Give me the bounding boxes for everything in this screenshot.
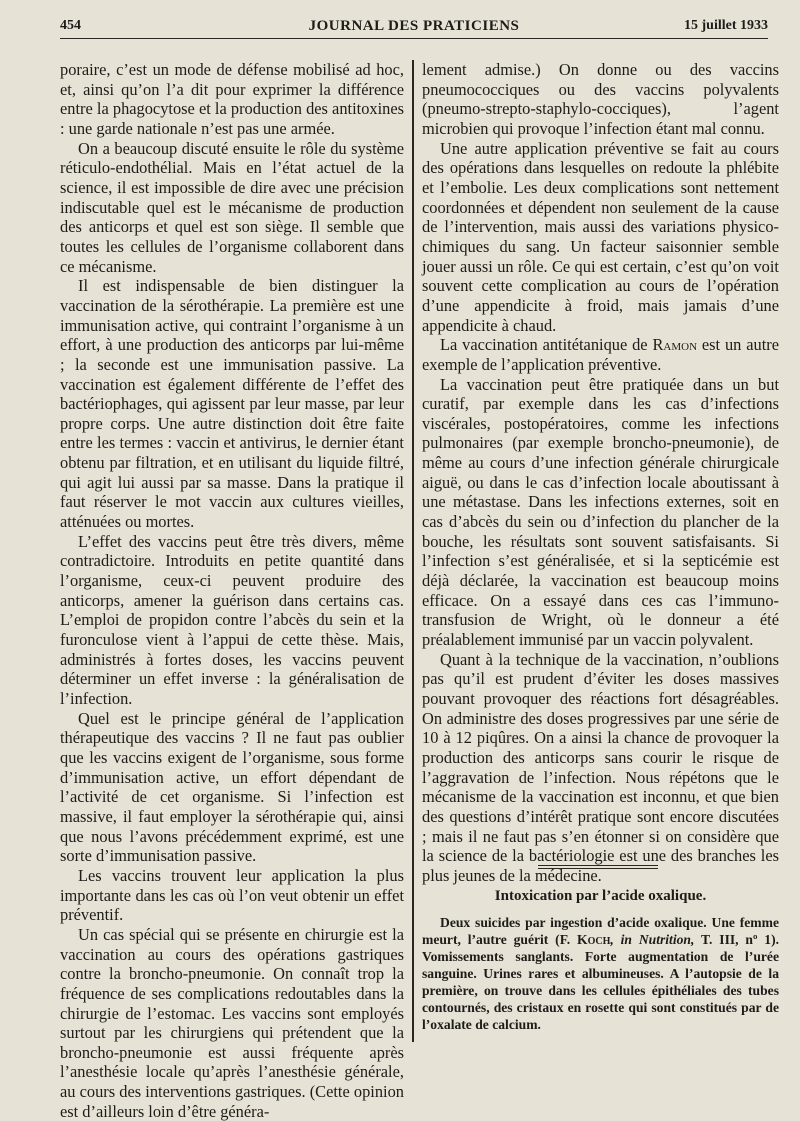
paragraph: Quel est le principe général de l’application thérapeutique des vaccins ? Il ne faut pas oublier que les vaccins exigent de l’organisme, sous forme d’immunisation active, un effort dépendant de l’activité de cet organisme. Si l’infection est massive, il faut employer la sérothérapie qui, ainsi que nous l’avons précédemment exprimé, est une sorte d’immunisation passive. [60,708,404,866]
left-column [60,60,404,1121]
issue-date: 15 juillet 1933 [684,18,768,33]
paragraph-text: est un autre exemple de l’application préventive. [422,335,780,374]
paragraph: Quant à la technique de la vaccination, n’oublions pas qu’il est prudent d’éviter les doses massives pouvant provoquer des réactions fort désagréables. On administre des doses progressives par une série de 10 à 12 piqûres. On a ainsi la chance de provoquer la production des anticorps sans courir le risque de l’aggravation de l’infection. Nous répétons que le mécanisme de la vaccination est inconnu, et que bien des questions d’intérêt pratique sont encore discutées ; mais il ne faut pas s’en étonner si on considère que la science de la bactériologie est une des branches les plus jeunes de la médecine. [422,649,779,885]
paragraph-text: La vaccination antitétanique de [440,335,653,355]
paragraph: Les vaccins trouvent leur application la plus importante dans les cas où l’on veut obtenir un effet préventif. [60,865,404,925]
paragraph: Il est indispensable de bien distinguer la vaccination de la sérothérapie. La première est une immunisation active, qui contraint l’organisme à un effort, à une production des anticorps par lui-même ; la seconde est une immunisation passive. La vaccination est également différente de l’effet des bactériophages, qui agissent par leur masse, par leur propre corps. Une autre distinction doit être faite entre les termes : vaccin et antivirus, le dernier étant obtenu par filtration, et en utilisant du liquide filtré, qui agit lui aussi par sa masse. Dans la pratique il faut réserver le mot vaccin aux cultures vieilles, atténuées ou mortes. [60,276,404,532]
paragraph: On a beaucoup discuté ensuite le rôle du système réticulo-endothélial. Mais en l’état actuel de la science, il est impossible de dire avec une précision indiscutable quel est le mécanisme de production des anticorps et quel est son siège. Il semble que toutes les cellules de l’organisme collaborent dans ce mécanisme. [60,138,404,276]
section-title: Intoxication par l’acide oxalique. [494,888,707,904]
author-name: Ramon [652,335,698,355]
page-number: 454 [60,18,81,33]
abstract-text: T. III, nº 1). Vomissements sanglants. Forte augmentation de l’urée sanguine. Urines rares et albumineuses. A l’autopsie de la première, on trouve dans les cellules épithéliales des tubes contournés, des cristaux en rosette qui sont constitués par de l’oxalate de calcium. [422,932,780,1032]
running-header [60,14,768,39]
right-column [422,60,779,886]
section-separator [538,865,658,866]
author-name: Koch [577,932,611,947]
paragraph: Une autre application préventive se fait au cours des opérations dans lesquelles on redoute la phlébite et l’embolie. Les deux complications sont nettement coordonnées et dépendent non seulement de la cause de l’intervention, mais aussi des variations physico-chimiques du sang. Un facteur saisonnier semble jouer aussi un rôle. Ce qui est certain, c’est qu’on voit souvent cette complication au cours de l’opération d’une appendicite à froid, mais jamais d’une appendicite à chaud. [422,138,779,335]
paragraph: lement admise.) On donne ou des vaccins pneumococciques ou des vaccins polyvalents (pneumo-strepto-staphylo-cocciques), l’agent microbien qui provoque l’infection étant mal connu. [422,60,779,138]
abstract-paragraph [422,914,779,1033]
paragraph [422,335,779,374]
paragraph: L’effet des vaccins peut être très divers, même contradictoire. Introduits en petite quantité dans l’organisme, ceux-ci peuvent produire des anticorps, amener la guérison dans certains cas. L’emploi de propidon contre l’abcès du sein et la furonculose vient à l’appui de cette thèse. Mais, administrés à fortes doses, les vaccins peuvent déterminer un effet inverse : la généralisation de l’infection. [60,531,404,708]
source-reference: , in Nutrition, [610,932,695,947]
column-divider [412,60,414,1042]
abstract-body [422,914,779,1033]
section-separator [538,868,658,869]
paragraph: poraire, c’est un mode de défense mobilisé ad hoc, et, ainsi qu’on l’a dit pour exprimer la différence entre la phagocytose et la production des antitoxines : une garde nationale n’est pas une armée. [60,60,404,138]
abstract-text: Deux suicides par ingestion d’acide oxalique. Une femme meurt, l’autre guérit (F. [422,915,779,947]
journal-title: JOURNAL DES PRATICIENS [308,18,520,34]
paragraph: La vaccination peut être pratiquée dans un but curatif, par exemple dans les cas d’infections viscérales, postopératoires, comme les infections pulmonaires (par exemple broncho-pneumonie), de même au cours d’une infection générale chirurgicale aiguë, ou dans le cas d’infection locale aboutissant à une métastase. Dans les infections externes, soit en cas d’abcès du sein ou d’infection du plancher de la bouche, les résultats sont souvent satisfaisants. Si l’infection s’est généralisée, et si la septicémie est déjà déclarée, la vaccination est beaucoup moins efficace. On a essayé dans ces cas l’immuno-transfusion de Wright, où le donneur a été préalablement immunisé par un vaccin polyvalent. [422,374,779,650]
paragraph: Un cas spécial qui se présente en chirurgie est la vaccination au cours des opérations gastriques contre la broncho-pneumonie. On connaît trop la fréquence de ses complications redoutables dans la chirurgie de l’estomac. Les vaccins sont employés surtout par les chirurgiens qui prétendent que la broncho-pneumonie est aussi fréquente après l’anesthésie locale qu’après l’anesthésie générale, au cours des interventions gastriques. (Cette opinion est d’ailleurs loin d’être généra- [60,924,404,1121]
